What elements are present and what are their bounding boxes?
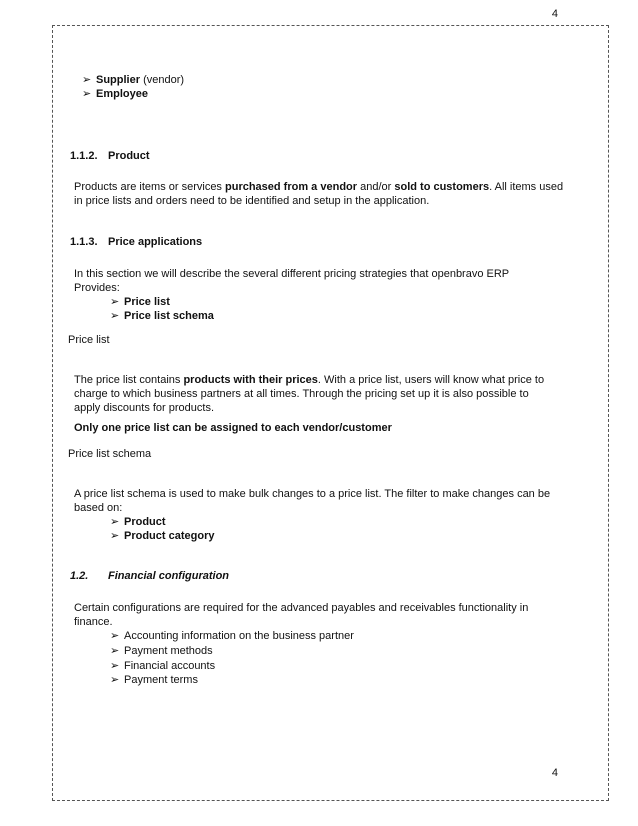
bullet-arrow-icon: ➢ <box>110 630 120 642</box>
price-list-paragraph-line-1: The price list contains products with their prices. With a price list, users will know what price to <box>74 374 545 386</box>
section-heading-financial-configuration: 1.2. Financial configuration <box>70 570 230 582</box>
bullet-arrow-icon: ➢ <box>110 660 120 672</box>
bullet-arrow-icon: ➢ <box>110 516 120 528</box>
bullet-arrow-icon: ➢ <box>110 310 120 322</box>
bullet-arrow-icon: ➢ <box>110 296 120 308</box>
schema-paragraph-line-2: based on: <box>74 502 123 514</box>
list-item: ➢ Payment terms <box>110 674 198 686</box>
price-list-paragraph-line-3: apply discounts for products. <box>74 402 215 414</box>
list-item: ➢ Supplier (vendor) <box>82 74 185 86</box>
price-apps-paragraph-line-1: In this section we will describe the several different pricing strategies that openbravo ERP <box>74 268 510 280</box>
price-list-paragraph-line-2: charge to which business partners at all times. Through the pricing set up it is also possible to <box>74 388 529 400</box>
list-item: ➢ Product <box>110 516 166 528</box>
financial-paragraph-line-2: finance. <box>74 616 113 628</box>
section-heading-price-applications: 1.1.3. Price applications <box>70 236 203 248</box>
schema-paragraph-line-1: A price list schema is used to make bulk changes to a price list. The filter to make changes can be <box>74 488 551 500</box>
list-item: ➢ Payment methods <box>110 645 213 657</box>
list-item: ➢ Price list schema <box>110 310 214 322</box>
price-list-label: Price list <box>68 334 110 346</box>
list-item: ➢ Employee <box>82 88 148 100</box>
bullet-arrow-icon: ➢ <box>110 530 120 542</box>
price-list-schema-label: Price list schema <box>68 448 152 460</box>
section-heading-product: 1.1.2. Product <box>70 150 150 162</box>
bullet-arrow-icon: ➢ <box>110 674 120 686</box>
price-apps-paragraph-line-2: Provides: <box>74 282 120 294</box>
list-item: ➢ Financial accounts <box>110 660 216 672</box>
product-paragraph-line-1: Products are items or services purchased from a vendor and/or sold to customers. All items used <box>74 181 564 193</box>
bullet-arrow-icon: ➢ <box>82 88 92 100</box>
price-list-note: Only one price list can be assigned to each vendor/customer <box>74 422 392 434</box>
bullet-arrow-icon: ➢ <box>82 74 92 86</box>
product-paragraph-line-2: in price lists and orders need to be identified and setup in the application. <box>74 195 430 207</box>
page-number-bottom: 4 <box>551 767 558 779</box>
list-item: ➢ Price list <box>110 296 170 308</box>
page-number-top: 4 <box>551 8 558 20</box>
bullet-arrow-icon: ➢ <box>110 645 120 657</box>
list-item: ➢ Product category <box>110 530 215 542</box>
financial-paragraph-line-1: Certain configurations are required for the advanced payables and receivables functionality in <box>74 602 529 614</box>
list-item: ➢ Accounting information on the business partner <box>110 630 354 642</box>
